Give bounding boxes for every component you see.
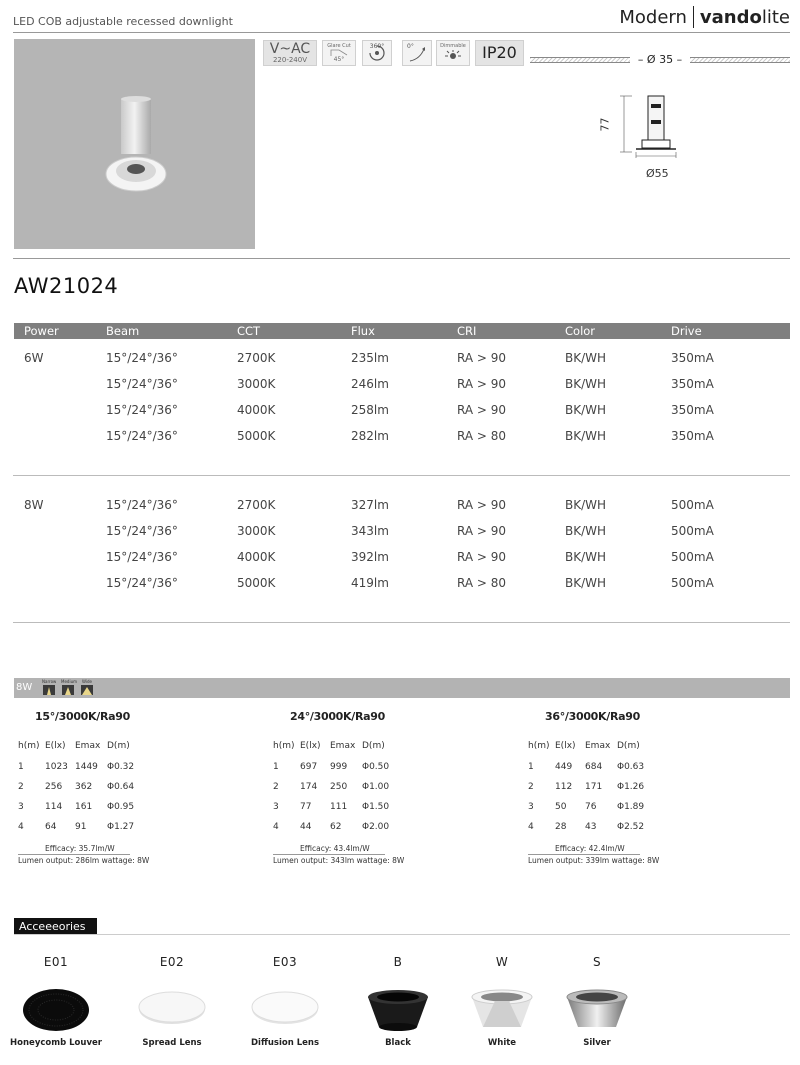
accessory-label: Silver — [583, 1038, 611, 1048]
cell-cct: 2700K — [237, 498, 276, 512]
header-power: Power — [24, 324, 59, 338]
photometric-cell: 1023 — [45, 762, 68, 772]
cell-power: 6W — [24, 351, 44, 365]
divider — [13, 32, 790, 33]
table-row — [14, 498, 790, 518]
accessory-code: E01 — [43, 955, 69, 969]
table-row — [14, 576, 790, 596]
rotation-value: 360° — [369, 43, 385, 50]
cell-drive: 350mA — [671, 403, 714, 417]
voltage-spec — [263, 40, 317, 66]
header-beam: Beam — [106, 324, 140, 338]
accessory-label: Diffusion Lens — [250, 1038, 320, 1048]
beam-narrow-icon — [42, 680, 56, 696]
page-subtitle: LED COB adjustable recessed downlight — [13, 15, 233, 28]
header-cct: CCT — [237, 324, 261, 338]
photometric-cell: 2 — [273, 782, 279, 792]
accessory-code: E03 — [272, 955, 298, 969]
white-reflector-image — [469, 987, 535, 1037]
photometric-cell: 1 — [18, 762, 24, 772]
cell-drive: 350mA — [671, 429, 714, 443]
brand-divider — [693, 6, 694, 28]
cutout-value: Ø 35 — [646, 53, 674, 66]
ip-rating: IP20 — [475, 40, 524, 66]
efficacy-note: Efficacy: 35.7lm/W — [45, 844, 115, 853]
photometric-cell: Φ0.64 — [107, 782, 135, 792]
cell-flux: 392lm — [351, 550, 389, 564]
divider — [13, 475, 790, 476]
tilt-value: 0° — [407, 43, 414, 50]
cell-beam: 15°/24°/36° — [106, 403, 178, 417]
photometric-title: 24°/3000K/Ra90 — [290, 710, 385, 723]
photometric-cell: Φ1.26 — [617, 782, 645, 792]
photometric-col-header: Emax — [75, 741, 101, 751]
photometric-cell: 1 — [273, 762, 279, 772]
photometric-col-header: D(m) — [362, 741, 385, 751]
photometric-cell: Φ0.32 — [107, 762, 135, 772]
photometric-cell: Φ1.50 — [362, 802, 390, 812]
accessory-label: Black — [385, 1038, 411, 1048]
cell-color: BK/WH — [565, 498, 607, 512]
header-drive: Drive — [671, 324, 702, 338]
black-reflector-image — [365, 987, 431, 1037]
photometric-cell: 50 — [555, 802, 567, 812]
cell-cct: 2700K — [237, 351, 276, 365]
cell-flux: 419lm — [351, 576, 389, 590]
tilt-icon — [402, 40, 432, 66]
photometric-cell: 171 — [585, 782, 603, 792]
cell-cri: RA > 80 — [457, 576, 507, 590]
efficacy-note: Efficacy: 42.4lm/W — [555, 844, 625, 853]
cell-beam: 15°/24°/36° — [106, 429, 178, 443]
cell-flux: 343lm — [351, 524, 389, 538]
cell-power: 8W — [24, 498, 44, 512]
cell-color: BK/WH — [565, 524, 607, 538]
dimmable-icon — [436, 40, 470, 66]
cell-color: BK/WH — [565, 550, 607, 564]
brand-logo — [619, 6, 790, 28]
glare-angle: 45° — [333, 55, 345, 63]
photometric-cell: 76 — [585, 802, 597, 812]
accessory-label: Honeycomb Louver — [10, 1038, 102, 1048]
beam-medium-icon — [61, 680, 75, 696]
photometric-cell: 62 — [330, 822, 342, 832]
photometric-cell: 250 — [330, 782, 348, 792]
table-row — [14, 351, 790, 371]
photometric-col-header: Emax — [330, 741, 356, 751]
photometric-cell: Φ0.95 — [107, 802, 135, 812]
header-flux: Flux — [351, 324, 375, 338]
product-image — [14, 39, 255, 249]
photometric-cell: 3 — [18, 802, 24, 812]
dimmable-label: Dimmable — [440, 42, 466, 49]
photometric-cell: 44 — [300, 822, 312, 832]
cell-color: BK/WH — [565, 429, 607, 443]
accessory-code: S — [592, 955, 602, 969]
accessory-white-reflector — [452, 955, 552, 1048]
brand-modern: Modern — [619, 6, 687, 28]
photometric-title: 15°/3000K/Ra90 — [35, 710, 130, 723]
honeycomb-louver-image — [21, 987, 91, 1037]
table-row — [14, 403, 790, 423]
photometric-cell: 256 — [45, 782, 63, 792]
cell-beam: 15°/24°/36° — [106, 351, 178, 365]
voltage-label: V~AC — [269, 41, 311, 57]
photometric-title: 36°/3000K/Ra90 — [545, 710, 640, 723]
cell-beam: 15°/24°/36° — [106, 524, 178, 538]
accessory-code: W — [495, 955, 509, 969]
photometric-cell: 64 — [45, 822, 57, 832]
cell-flux: 258lm — [351, 403, 389, 417]
efficacy-note: Efficacy: 43.4lm/W — [300, 844, 370, 853]
cell-cct: 5000K — [237, 429, 276, 443]
accessory-label: White — [487, 1038, 517, 1048]
beam-medium-label: Medium — [61, 679, 77, 684]
photometric-cell: 1449 — [75, 762, 98, 772]
accessory-silver-reflector — [547, 955, 647, 1048]
cell-cri: RA > 90 — [457, 498, 507, 512]
cell-cct: 4000K — [237, 550, 276, 564]
photometric-cell: 112 — [555, 782, 573, 792]
brand-vando: vando — [699, 6, 762, 28]
divider — [18, 854, 130, 855]
accessories-title: Acceeeories — [14, 918, 97, 935]
glare-cut-icon — [322, 40, 356, 66]
divider — [13, 622, 790, 623]
accessory-black-reflector — [348, 955, 448, 1048]
cutout-dimension: – Ø 35 – — [637, 53, 683, 66]
cutout-line-right — [690, 57, 790, 63]
cell-cri: RA > 90 — [457, 524, 507, 538]
photometric-cell: 91 — [75, 822, 87, 832]
header-color: Color — [565, 324, 596, 338]
photometric-cell: 697 — [300, 762, 318, 772]
photometric-cell: Φ2.00 — [362, 822, 390, 832]
accessory-label: Spread Lens — [142, 1038, 202, 1048]
cell-color: BK/WH — [565, 351, 607, 365]
diameter-dimension: Ø55 — [646, 167, 669, 180]
photometric-cell: 28 — [555, 822, 567, 832]
photometric-cell: 2 — [528, 782, 534, 792]
accessory-honeycomb-louver — [6, 955, 106, 1048]
cell-color: BK/WH — [565, 403, 607, 417]
cell-drive: 500mA — [671, 498, 714, 512]
cell-cct: 4000K — [237, 403, 276, 417]
photometric-cell: Φ1.89 — [617, 802, 645, 812]
cell-cct: 3000K — [237, 524, 276, 538]
cell-cct: 5000K — [237, 576, 276, 590]
photometric-col-header: E(lx) — [300, 741, 321, 751]
photometric-cell: 3 — [273, 802, 279, 812]
header-cri: CRI — [457, 324, 477, 338]
technical-drawing — [620, 90, 690, 170]
accessory-code: B — [393, 955, 403, 969]
cell-drive: 500mA — [671, 524, 714, 538]
photometric-cell: 114 — [45, 802, 63, 812]
photometric-bar — [14, 678, 790, 698]
table-row — [14, 524, 790, 544]
photometric-cell: Φ1.27 — [107, 822, 135, 832]
photometric-col-header: h(m) — [528, 741, 550, 751]
cell-beam: 15°/24°/36° — [106, 550, 178, 564]
photometric-col-header: h(m) — [18, 741, 40, 751]
voltage-range: 220-240V — [272, 56, 308, 64]
cell-cri: RA > 90 — [457, 550, 507, 564]
cell-drive: 500mA — [671, 550, 714, 564]
photometric-cell: 1 — [528, 762, 534, 772]
photometric-cell: 2 — [18, 782, 24, 792]
beam-narrow-label: Narrow — [42, 679, 57, 684]
spread-lens-image — [137, 987, 207, 1031]
cell-drive: 350mA — [671, 377, 714, 391]
brand-lite: lite — [761, 6, 790, 28]
cell-drive: 350mA — [671, 351, 714, 365]
divider — [273, 854, 385, 855]
photometric-cell: 449 — [555, 762, 573, 772]
rotation-icon — [362, 40, 392, 66]
cell-flux: 282lm — [351, 429, 389, 443]
photometric-cell: 174 — [300, 782, 318, 792]
photometric-cell: 362 — [75, 782, 93, 792]
cell-beam: 15°/24°/36° — [106, 498, 178, 512]
photometric-cell: 161 — [75, 802, 93, 812]
diffusion-lens-image — [250, 987, 320, 1031]
accessory-diffusion-lens — [235, 955, 335, 1048]
photometric-col-header: E(lx) — [555, 741, 576, 751]
table-row — [14, 429, 790, 449]
photometric-cell: 3 — [528, 802, 534, 812]
accessory-code: E02 — [159, 955, 185, 969]
lumen-output-note: Lumen output: 286lm wattage: 8W — [18, 856, 150, 865]
cell-cri: RA > 80 — [457, 429, 507, 443]
photometric-cell: 4 — [18, 822, 24, 832]
photometric-cell: Φ0.50 — [362, 762, 390, 772]
photometric-cell: 684 — [585, 762, 603, 772]
cutout-line-left — [530, 57, 630, 63]
photometric-col-header: h(m) — [273, 741, 295, 751]
cell-beam: 15°/24°/36° — [106, 576, 178, 590]
cell-cct: 3000K — [237, 377, 276, 391]
accessory-spread-lens — [122, 955, 222, 1048]
cell-flux: 235lm — [351, 351, 389, 365]
cell-beam: 15°/24°/36° — [106, 377, 178, 391]
table-row — [14, 550, 790, 570]
lumen-output-note: Lumen output: 343lm wattage: 8W — [273, 856, 405, 865]
glare-label: Glare Cut — [327, 42, 351, 49]
cell-color: BK/WH — [565, 576, 607, 590]
photometric-col-header: D(m) — [617, 741, 640, 751]
cell-flux: 327lm — [351, 498, 389, 512]
photometric-col-header: E(lx) — [45, 741, 66, 751]
beam-wide-icon — [80, 680, 94, 696]
photometric-cell: 999 — [330, 762, 348, 772]
photometric-col-header: D(m) — [107, 741, 130, 751]
photometric-cell: 4 — [528, 822, 534, 832]
divider — [528, 854, 640, 855]
table-row — [14, 377, 790, 397]
photometric-cell: 111 — [330, 802, 348, 812]
beam-wide-label: Wide — [82, 679, 92, 684]
photometric-cell: Φ0.63 — [617, 762, 645, 772]
table-header — [14, 323, 790, 339]
photometric-cell: 77 — [300, 802, 312, 812]
height-dimension: 77 — [598, 117, 612, 132]
cell-cri: RA > 90 — [457, 403, 507, 417]
photometric-col-header: Emax — [585, 741, 611, 751]
photometric-wattage: 8W — [16, 682, 33, 693]
photometric-cell: Φ2.52 — [617, 822, 645, 832]
cell-cri: RA > 90 — [457, 351, 507, 365]
divider — [14, 934, 790, 935]
silver-reflector-image — [564, 987, 630, 1037]
photometric-cell: Φ1.00 — [362, 782, 390, 792]
cell-cri: RA > 90 — [457, 377, 507, 391]
cell-color: BK/WH — [565, 377, 607, 391]
model-number: AW21024 — [14, 274, 119, 298]
cell-drive: 500mA — [671, 576, 714, 590]
divider — [13, 258, 790, 259]
cell-flux: 246lm — [351, 377, 389, 391]
photometric-cell: 4 — [273, 822, 279, 832]
lumen-output-note: Lumen output: 339lm wattage: 8W — [528, 856, 660, 865]
photometric-cell: 43 — [585, 822, 597, 832]
